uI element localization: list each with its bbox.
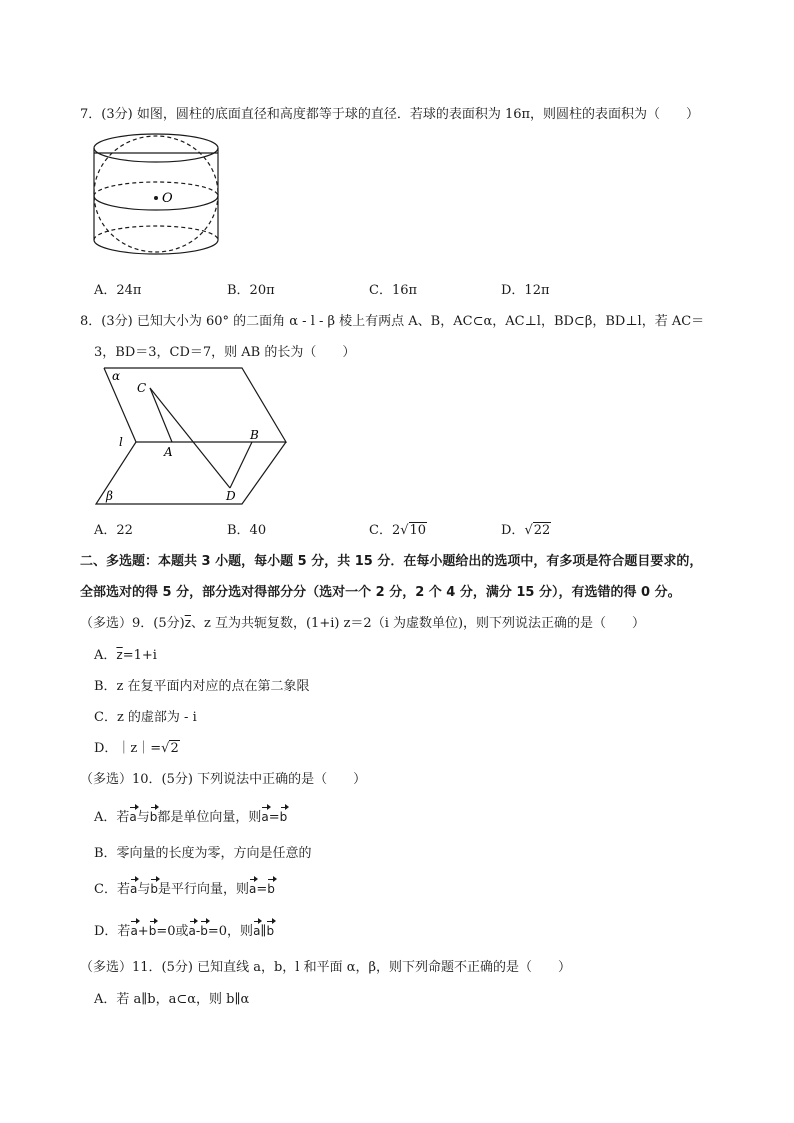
label-alpha: α — [112, 369, 121, 383]
q9-option-d — [94, 737, 180, 756]
q10-stem: （多选）10．(5分) 下列说法中正确的是（ ） — [80, 772, 367, 787]
q8-option-a: A．22 — [94, 523, 133, 538]
sqrt-sign: √ — [524, 523, 533, 538]
text: 与 — [137, 882, 151, 897]
q9-option-a-label: A． — [94, 648, 117, 663]
q7-cylinder-sphere-figure — [90, 126, 230, 266]
q8-option-d-label: D． — [501, 523, 525, 538]
z-conjugate: $\overline{z}$ — [116, 648, 123, 662]
vector-a: a — [188, 924, 196, 938]
q9-stem-text: 、z 互为共轭复数，(1+i) z＝2（i 为虚数单位)，则下列说法正确的是（ ） — [191, 616, 646, 631]
q11-stem: （多选）11．(5分) 已知直线 a，b，l 和平面 α，β，则下列命题不正确的是（ ） — [80, 960, 572, 975]
vector-b: b — [266, 924, 275, 938]
sqrt-sign: √ — [161, 741, 170, 756]
vector-b: b — [149, 810, 158, 824]
vector-a: a — [248, 882, 257, 896]
center-point — [154, 196, 158, 200]
q9-option-a-text: =1+i — [122, 648, 157, 663]
q8-option-c — [369, 519, 427, 538]
label-d: D — [226, 489, 236, 503]
q8-dihedral-figure — [92, 364, 292, 509]
text: 是平行向量，则 — [157, 882, 249, 897]
label-a: A — [164, 445, 173, 459]
q10-option-d — [94, 920, 274, 939]
vector-a: a — [253, 924, 261, 938]
q9-option-d-label: D．｜z｜= — [94, 741, 162, 756]
q11-option-a: A．若 a∥b，a⊂α，则 b∥α — [94, 992, 250, 1007]
q8-stem-line2: 3，BD＝3，CD＝7，则 AB 的长为（ ） — [94, 345, 356, 360]
label-beta: β — [106, 489, 113, 503]
text: =0，则 — [207, 924, 254, 939]
text: A．若 — [94, 810, 130, 825]
parallel-sign: ∥ — [260, 924, 267, 939]
equals-sign: = — [268, 810, 280, 825]
q7-option-d: D．12π — [501, 283, 550, 298]
q7-option-c: C．16π — [369, 283, 418, 298]
z-conjugate: $\overline{z}$ — [184, 616, 191, 630]
q10-option-c — [94, 878, 275, 897]
vector-b: b — [148, 924, 157, 938]
vector-a: a — [129, 882, 138, 896]
section2-line1: 二、多选题：本题共 3 小题，每小题 5 分，共 15 分．在每小题给出的选项中，有多项是符合题目要求的， — [80, 554, 703, 569]
vector-b: b — [267, 882, 275, 896]
text: D．若 — [94, 924, 131, 939]
label-l: l — [119, 435, 123, 449]
vector-a: a — [261, 810, 269, 824]
q10-option-a — [94, 806, 287, 825]
q9-option-d-radicand: 2 — [170, 741, 179, 756]
q8-option-c-coef: C．2 — [369, 523, 401, 538]
vector-a: a — [129, 810, 137, 824]
q9-option-b: B．z 在复平面内对应的点在第二象限 — [94, 679, 310, 694]
text: =0或 — [156, 924, 189, 939]
minus-sign: - — [195, 924, 201, 939]
label-c: C — [137, 381, 147, 395]
equals-sign: = — [256, 882, 268, 897]
sqrt-sign: √ — [400, 523, 409, 538]
vector-b: b — [279, 810, 288, 824]
q8-stem-line1: 8．(3分) 已知大小为 60° 的二面角 α - l - β 棱上有两点 A、B，AC⊂α，AC⊥l，BD⊂β，BD⊥l，若 AC＝ — [80, 314, 705, 329]
q10-option-b: B．零向量的长度为零，方向是任意的 — [94, 846, 312, 861]
vector-b: b — [200, 924, 208, 938]
q7-option-b: B．20π — [227, 283, 275, 298]
q8-option-b: B．40 — [227, 523, 267, 538]
vector-a: a — [130, 924, 138, 938]
vector-b: b — [150, 882, 158, 896]
plus-sign: + — [137, 924, 149, 939]
q9-number: （多选）9．(5分) — [80, 616, 185, 631]
text: 都是单位向量，则 — [157, 810, 262, 825]
q7-option-a: A．24π — [94, 283, 142, 298]
q8-option-d — [501, 519, 551, 538]
q7-stem: 7．(3分) 如图，圆柱的底面直径和高度都等于球的直径．若球的表面积为 16π，则圆柱的表面积为（ ） — [80, 107, 700, 122]
q9-stem — [80, 612, 645, 631]
label-b: B — [250, 428, 259, 442]
q8-option-c-radicand: 10 — [409, 523, 427, 538]
q9-option-a — [94, 644, 157, 663]
text: C．若 — [94, 882, 130, 897]
q8-option-d-radicand: 22 — [533, 523, 551, 538]
q9-option-c: C．z 的虚部为 - i — [94, 710, 197, 725]
section2-line2: 全部选对的得 5 分，部分选对得部分分（选对一个 2 分，2 个 4 分，满分 15 分），有选错的得 0 分。 — [80, 585, 681, 600]
label-o: O — [162, 191, 173, 206]
text: 与 — [136, 810, 150, 825]
